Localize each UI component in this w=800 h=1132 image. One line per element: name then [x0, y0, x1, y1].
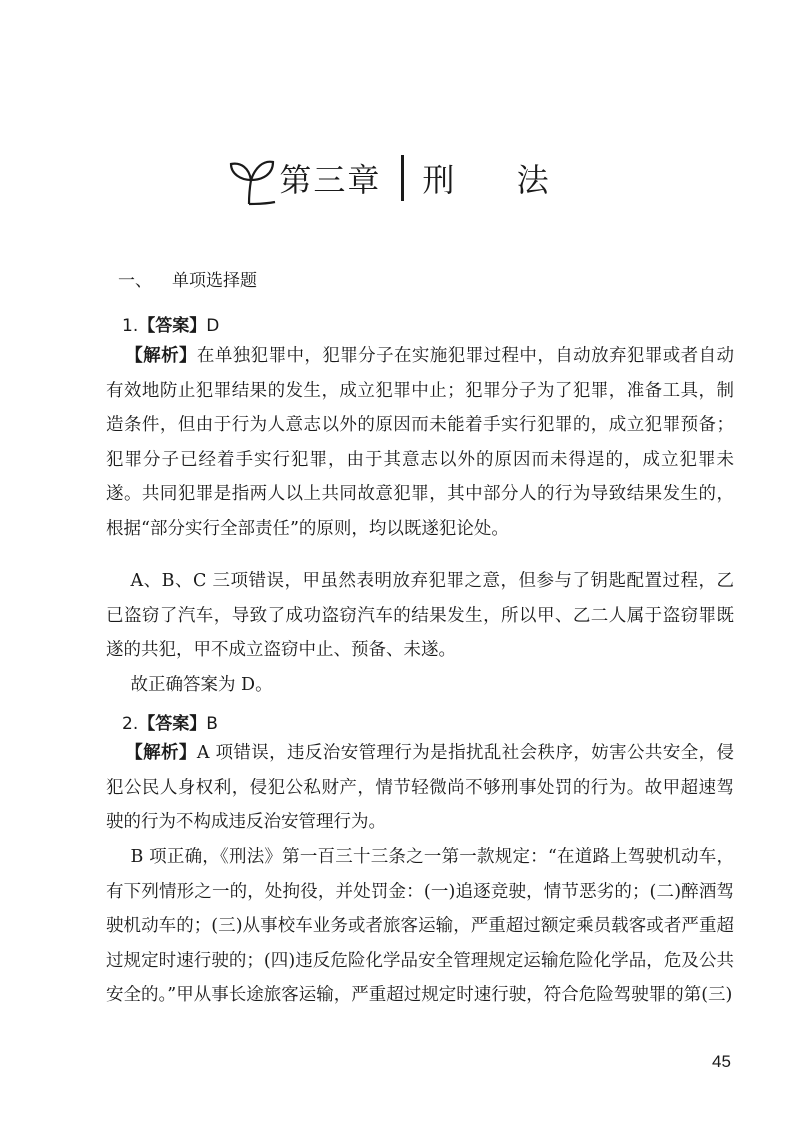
section-index: 一、 — [118, 271, 152, 291]
analysis-text: A 项错误，违反治安管理行为是指扰乱社会秩序，妨害公共安全，侵犯公民人身权利，侵犯公私财产，情节轻微尚不够刑事处罚的行为。故甲超速驾驶的行为不构成违反治安管理行为。 — [106, 743, 735, 832]
page-number: 45 — [712, 1052, 731, 1071]
conclusion-paragraph: 故正确答案为 D。 — [130, 675, 273, 695]
chapter-number: 第三章 — [279, 161, 382, 199]
section-heading — [118, 266, 257, 291]
question-number: 2. — [122, 714, 139, 734]
answer-label: 【答案】 — [138, 316, 207, 336]
analysis-paragraph — [106, 736, 734, 840]
answer-value: D — [206, 316, 220, 336]
analysis-label: 【解析】 — [125, 743, 197, 763]
answer-value: B — [206, 714, 218, 734]
analysis-paragraph — [106, 339, 734, 546]
answer-line — [122, 311, 219, 336]
explanation-paragraph: A、B、C 三项错误，甲虽然表明放弃犯罪之意，但参与了钥匙配置过程，乙已盗窃了汽车，导致了成功盗窃汽车的结果发生，所以甲、乙二人属于盗窃罪既遂的共犯，甲不成立盗窃中止、预备、未遂。 — [106, 571, 734, 660]
chapter-title: 刑 法 — [422, 161, 575, 199]
analysis-label: 【解析】 — [125, 346, 197, 366]
answer-label: 【答案】 — [138, 714, 207, 734]
answer-line — [122, 709, 218, 734]
question-number: 1. — [122, 316, 139, 336]
chapter-divider — [401, 155, 404, 201]
sprout-icon — [225, 150, 277, 206]
explanation-paragraph: B 项正确，《刑法》第一百三十三条之一第一款规定：“在道路上驾驶机动车，有下列情形之一的，处拘役，并处罚金：(一)追逐竞驶，情节恶劣的；(二)醉酒驾驶机动车的；(三)从事校车业务或者旅客运输，严重超过额定乘员载客或者严重超过规定时速行驶的；(四)违反危险化学品安全管理规定运输危险化学品，危及公共安全的。”甲从事长途旅客运输，严重超过规定时速行驶，符合危险驾驶罪的第(三) — [106, 847, 734, 1005]
analysis-text: 在单独犯罪中，犯罪分子在实施犯罪过程中，自动放弃犯罪或者自动有效地防止犯罪结果的发生，成立犯罪中止；犯罪分子为了犯罪，准备工具，制造条件，但由于行为人意志以外的原因而未能着手实行犯罪的，成立犯罪预备；犯罪分子已经着手实行犯罪，由于其意志以外的原因而未得逞的，成立犯罪未遂。共同犯罪是指两人以上共同故意犯罪，其中部分人的行为导致结果发生的，根据“部分实行全部责任”的原则，均以既遂犯论处。 — [106, 346, 735, 539]
section-title: 单项选择题 — [172, 271, 257, 291]
chapter-header — [0, 138, 800, 218]
